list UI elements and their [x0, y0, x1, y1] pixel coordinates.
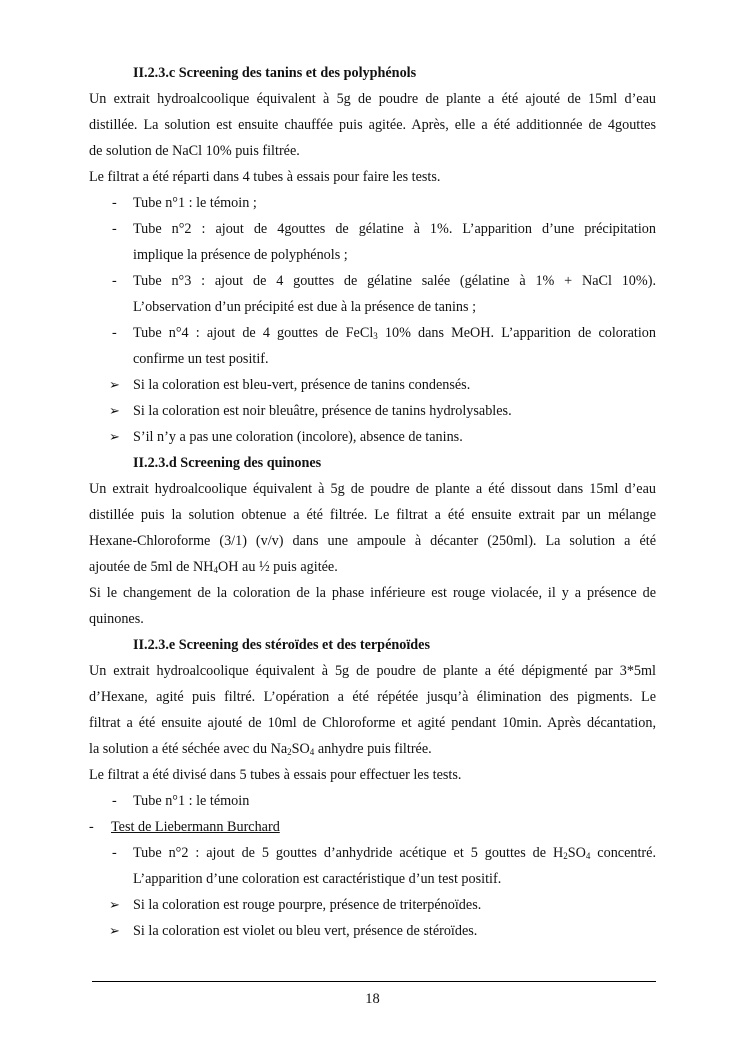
dash-bullet: - [112, 793, 117, 809]
paragraph-line: distillée. La solution est ensuite chauffée puis agitée. Après, elle a été additionnée de 4gouttes [89, 117, 656, 133]
paragraph-line: Un extrait hydroalcoolique équivalent à 5g de poudre de plante a été dissout dans 15ml d’eau [89, 481, 656, 497]
arrow-bullet-icon: ➢ [109, 429, 120, 444]
paragraph-line: Hexane-Chloroforme (3/1) (v/v) dans une ampoule à décanter (250ml). La solution a été [89, 533, 656, 549]
arrow-bullet-item: ➢ Si la coloration est noir bleuâtre, présence de tanins hydrolysables. [89, 398, 656, 424]
paragraph-line: d’Hexane, agité puis filtré. L’opération a été répétée jusqu’à élimination des pigments. Le [89, 689, 656, 705]
list-item-tube1: - Tube n°1 : le témoin [89, 788, 656, 814]
paragraph-line: la solution a été séchée avec du $Na_2SO_4$ anhydre puis filtrée. [89, 741, 432, 757]
paragraph-line: filtrat a été ensuite ajouté de 10ml de Chloroforme et agité pendant 10min. Après décantation, [89, 715, 656, 731]
paragraph-line: ajoutée de 5ml de $NH_4OH$ au ½ puis agitée. [89, 559, 338, 575]
dash-bullet: - [112, 221, 117, 237]
dash-bullet: - [112, 273, 117, 289]
dash-bullet: - [112, 195, 117, 211]
list-item-continuation: L’observation d’un précipité est due à la présence de tanins ; [133, 299, 477, 315]
paragraph-line: de solution de NaCl 10% puis filtrée. [89, 143, 300, 159]
paragraph-line: quinones. [89, 611, 144, 627]
paragraph-line: Le filtrat a été divisé dans 5 tubes à essais pour effectuer les tests. [89, 767, 462, 783]
arrow-bullet-icon: ➢ [109, 403, 120, 418]
test-title-item [89, 814, 656, 840]
arrow-bullet-icon: ➢ [109, 377, 120, 392]
footer-rule [92, 981, 656, 982]
list-item-continuation: L’apparition d’une coloration est caractéristique d’un test positif. [133, 871, 502, 887]
list-item-continuation: implique la présence de polyphénols ; [133, 247, 348, 263]
paragraph-line: Un extrait hydroalcoolique équivalent à 5g de poudre de plante a été dépigmenté par 3*5ml [89, 663, 656, 679]
section-heading-quinones: II.2.3.d Screening des quinones [133, 455, 322, 471]
list-item-tube1: - Tube n°1 : le témoin ; [89, 190, 656, 216]
arrow-bullet-icon: ➢ [109, 923, 120, 938]
dash-bullet: - [112, 845, 117, 861]
section-heading-tanins: II.2.3.c Screening des tanins et des polyphénols [133, 65, 417, 81]
dash-bullet: - [112, 325, 117, 341]
arrow-bullet-item: ➢ Si la coloration est rouge pourpre, présence de triterpénoïdes. [89, 892, 656, 918]
list-item-continuation: confirme un test positif. [133, 351, 269, 367]
dash-bullet: - [89, 819, 94, 835]
test-title: Test de Liebermann Burchard [111, 819, 280, 835]
arrow-bullet-item: ➢ S’il n’y a pas une coloration (incolore), absence de tanins. [89, 424, 656, 450]
arrow-bullet-item: ➢ Si la coloration est bleu-vert, présence de tanins condensés. [89, 372, 656, 398]
list-item-tube2: - Tube n°2 : ajout de 4gouttes de gélatine à 1%. L’apparition d’une précipitation [89, 216, 656, 242]
paragraph-line: Un extrait hydroalcoolique équivalent à 5g de poudre de plante a été ajouté de 15ml d’eau [89, 91, 656, 107]
list-item-tube2: - Tube n°2 : ajout de 5 gouttes d’anhydride acétique et 5 gouttes de $H_2SO_4$ concentré. [89, 840, 656, 866]
list-item-tube3: - Tube n°3 : ajout de 4 gouttes de gélatine salée (gélatine à 1% + NaCl 10%). [89, 268, 656, 294]
list-item-tube4: - Tube n°4 : ajout de 4 gouttes de FeCl$_3$ 10% dans MeOH. L’apparition de coloration [89, 320, 656, 346]
section-heading-steroides: II.2.3.e Screening des stéroïdes et des terpénoïdes [133, 637, 430, 653]
paragraph-line: distillée puis la solution obtenue a été filtrée. Le filtrat a été ensuite extrait par un mélange [89, 507, 656, 523]
arrow-bullet-item: ➢ Si la coloration est violet ou bleu vert, présence de stéroïdes. [89, 918, 656, 944]
arrow-bullet-icon: ➢ [109, 897, 120, 912]
page-body [89, 60, 656, 944]
page-number: 18 [365, 991, 380, 1007]
paragraph-line: Si le changement de la coloration de la phase inférieure est rouge violacée, il y a présence de [89, 585, 656, 601]
paragraph-line: Le filtrat a été réparti dans 4 tubes à essais pour faire les tests. [89, 169, 441, 185]
